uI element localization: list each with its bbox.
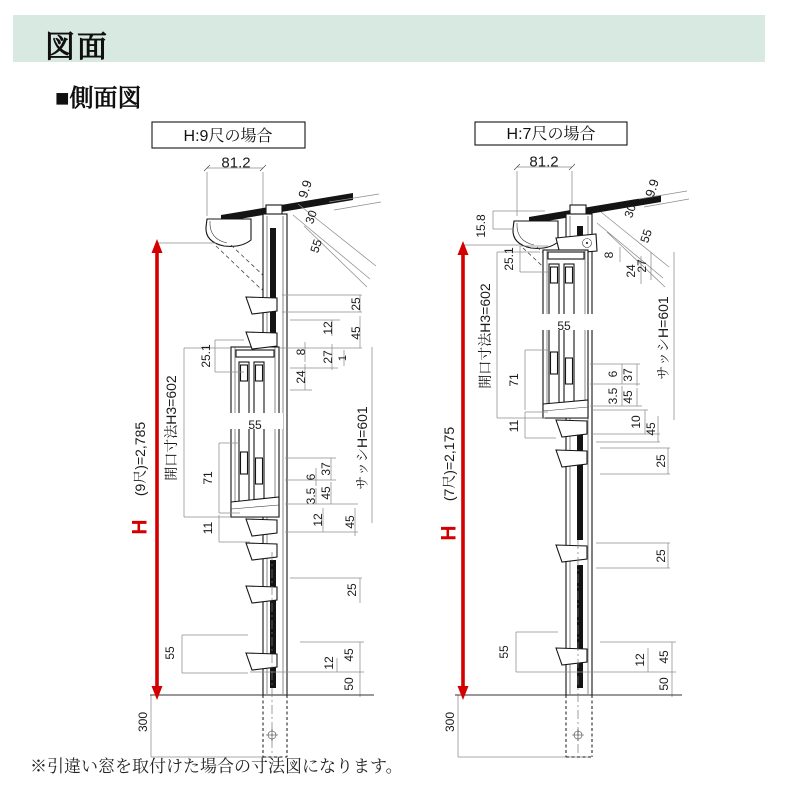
drawing-9shaku: [128, 122, 381, 757]
gutter: [513, 221, 558, 248]
dim-label: 81.2: [529, 153, 559, 171]
dim-label: 45: [644, 422, 659, 436]
dim-label: 12: [633, 653, 648, 667]
dim-label: 30: [302, 208, 320, 226]
dim-label: 3.5: [304, 487, 319, 505]
dim-label: サッシH=601: [654, 296, 671, 380]
dim-label: サッシH=601: [353, 406, 370, 490]
dim-label: 11: [201, 521, 216, 535]
dim-label: 71: [201, 471, 216, 485]
dim-label: 3.5: [606, 387, 621, 405]
dim-label: 12: [311, 513, 326, 527]
dim-label: 25.1: [502, 247, 517, 271]
dim-label: 81.2: [221, 154, 251, 172]
dim-label: 45: [342, 648, 357, 662]
dim-label: 45: [621, 390, 636, 404]
dim-label: 8: [602, 251, 617, 259]
dim-label: 45: [319, 486, 334, 500]
dim-label: 15.8: [474, 214, 489, 238]
dim-label: 25: [345, 583, 360, 597]
dim-label: 開口寸法H3=602: [476, 283, 493, 389]
page-title: 図面: [45, 31, 109, 64]
footer-note: ※引違い窓を取付けた場合の寸法図になります。: [30, 757, 403, 776]
dim-label: 9.9: [295, 178, 315, 200]
dim-label: 9.9: [642, 177, 662, 199]
dim-label: 45: [343, 515, 358, 529]
dim-label: 30: [621, 202, 639, 220]
dim-label: 37: [621, 368, 636, 382]
dim-label: 55: [497, 645, 512, 659]
drawing-title-9shaku: H:9尺の場合: [183, 128, 273, 145]
dim-label: 300: [136, 711, 151, 733]
dim-label: (7尺)=2,175: [440, 426, 457, 502]
dim-label: 50: [657, 677, 672, 691]
dim-label: 6: [304, 473, 319, 481]
dim-label: (9尺)=2,785: [131, 421, 148, 497]
dim-label: 1: [336, 354, 349, 362]
dim-label: 45: [657, 650, 672, 664]
dim-label: 6: [606, 370, 621, 378]
drawing-7shaku: [437, 122, 689, 757]
dim-label: 10: [629, 415, 644, 429]
gutter: [206, 219, 251, 246]
drawing-title-7shaku: H:7尺の場合: [506, 126, 596, 143]
dim-label: H: [128, 519, 152, 535]
dim-label: 25: [654, 549, 669, 563]
dim-label: 開口寸法H3=602: [162, 375, 179, 481]
dim-label: 55: [557, 319, 571, 334]
dim-label: 27: [635, 259, 650, 273]
dim-label: 25.1: [199, 344, 214, 368]
dim-label: 50: [342, 677, 357, 691]
dim-label: 71: [507, 373, 522, 387]
dim-label: 24: [294, 370, 309, 384]
dim-label: 55: [637, 227, 655, 245]
dim-label: 12: [322, 656, 337, 670]
dim-label: 24: [624, 264, 639, 278]
dim-label: 11: [507, 419, 522, 433]
dim-label: 55: [307, 237, 325, 255]
dim-label: 25: [654, 454, 669, 468]
dim-label: 27: [321, 350, 336, 364]
roof-panel: [529, 195, 661, 224]
dim-label: 55: [163, 646, 178, 660]
sash-unit: [539, 250, 593, 418]
dim-label: 45: [349, 326, 364, 340]
dim-label: H: [437, 525, 461, 541]
dim-label: 300: [443, 711, 458, 733]
dim-label: 55: [248, 418, 262, 433]
dim-label: 12: [321, 321, 336, 335]
section-heading: ■側面図: [55, 85, 142, 112]
dim-label: 37: [319, 462, 334, 476]
dim-label: 8: [294, 348, 309, 356]
dim-label: 25: [349, 297, 364, 311]
